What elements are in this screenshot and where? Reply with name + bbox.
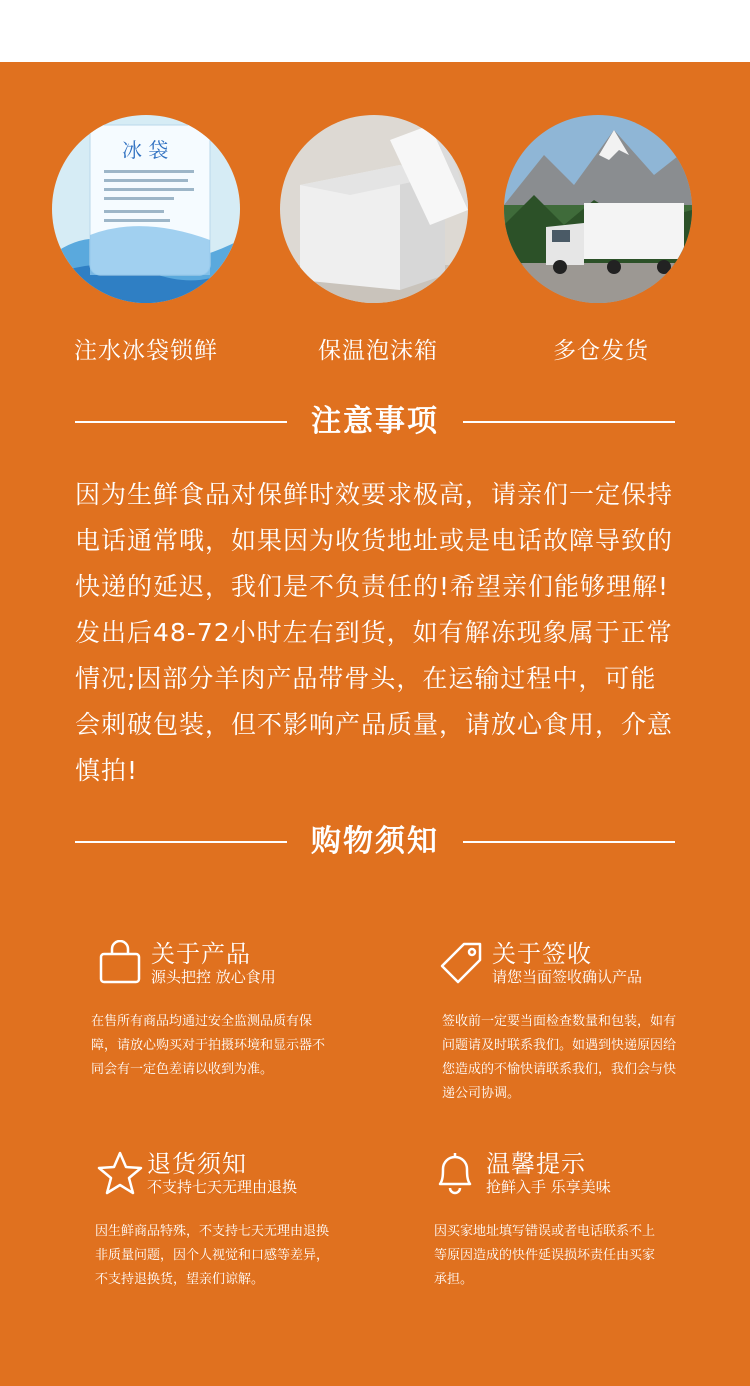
feature-label-ice-bag: 注水冰袋锁鲜 [74, 338, 218, 364]
star-icon [97, 1150, 143, 1196]
block-title: 温馨提示 [486, 1150, 586, 1178]
block-subtitle: 请您当面签收确认产品 [492, 968, 643, 986]
notice-heading [75, 402, 675, 442]
notice-title: 注意事项 [311, 404, 439, 439]
shopping-bag-icon [97, 940, 143, 986]
bell-icon [432, 1150, 478, 1196]
block-body: 因买家地址填写错误或者电话联系不上等原因造成的快件延误损坏责任由买家承担。 [434, 1224, 656, 1287]
shopping-title: 购物须知 [311, 824, 439, 859]
foam-box-image [280, 115, 468, 303]
tag-icon [438, 940, 484, 986]
block-title: 关于产品 [151, 940, 251, 968]
block-body: 因生鲜商品特殊，不支持七天无理由退换非质量问题，因个人视觉和口感等差异，不支持退换货，望亲们谅解。 [95, 1224, 330, 1287]
top-white-band [0, 0, 750, 62]
info-panel [0, 62, 750, 1386]
feature-label-foam-box: 保温泡沫箱 [318, 338, 438, 364]
block-body: 签收前一定要当面检查数量和包装，如有问题请及时联系我们。如遇到快递原因给您造成的不愉快请联系我们，我们会与快递公司协调。 [442, 1014, 677, 1101]
notice-body: 因为生鲜食品对保鲜时效要求极高，请亲们一定保持电话通常哦，如果因为收货地址或是电话故障导致的快递的延迟，我们是不负责任的!希望亲们能够理解!发出后48-72小时左右到货，如有解冻现象属于正常情况;因部分羊肉产品带骨头，在运输过程中，可能会刺破包装，但不影响产品质量，请放心食用，介意慎拍! [75, 480, 674, 785]
block-subtitle: 抢鲜入手 乐享美味 [486, 1178, 611, 1196]
feature-label-shipping: 多仓发货 [553, 338, 649, 364]
block-title: 关于签收 [492, 940, 592, 968]
truck-image [504, 115, 692, 303]
block-subtitle: 源头把控 放心食用 [151, 968, 276, 986]
block-subtitle: 不支持七天无理由退换 [147, 1178, 298, 1196]
bag-text: 冰 袋 [122, 138, 169, 162]
shopping-heading [75, 822, 675, 862]
block-body: 在售所有商品均通过安全监测品质有保障，请放心购买对于拍摄环境和显示器不同会有一定色差请以收到为准。 [91, 1014, 326, 1077]
block-title: 退货须知 [147, 1150, 247, 1178]
ice-bag-image [52, 115, 240, 303]
